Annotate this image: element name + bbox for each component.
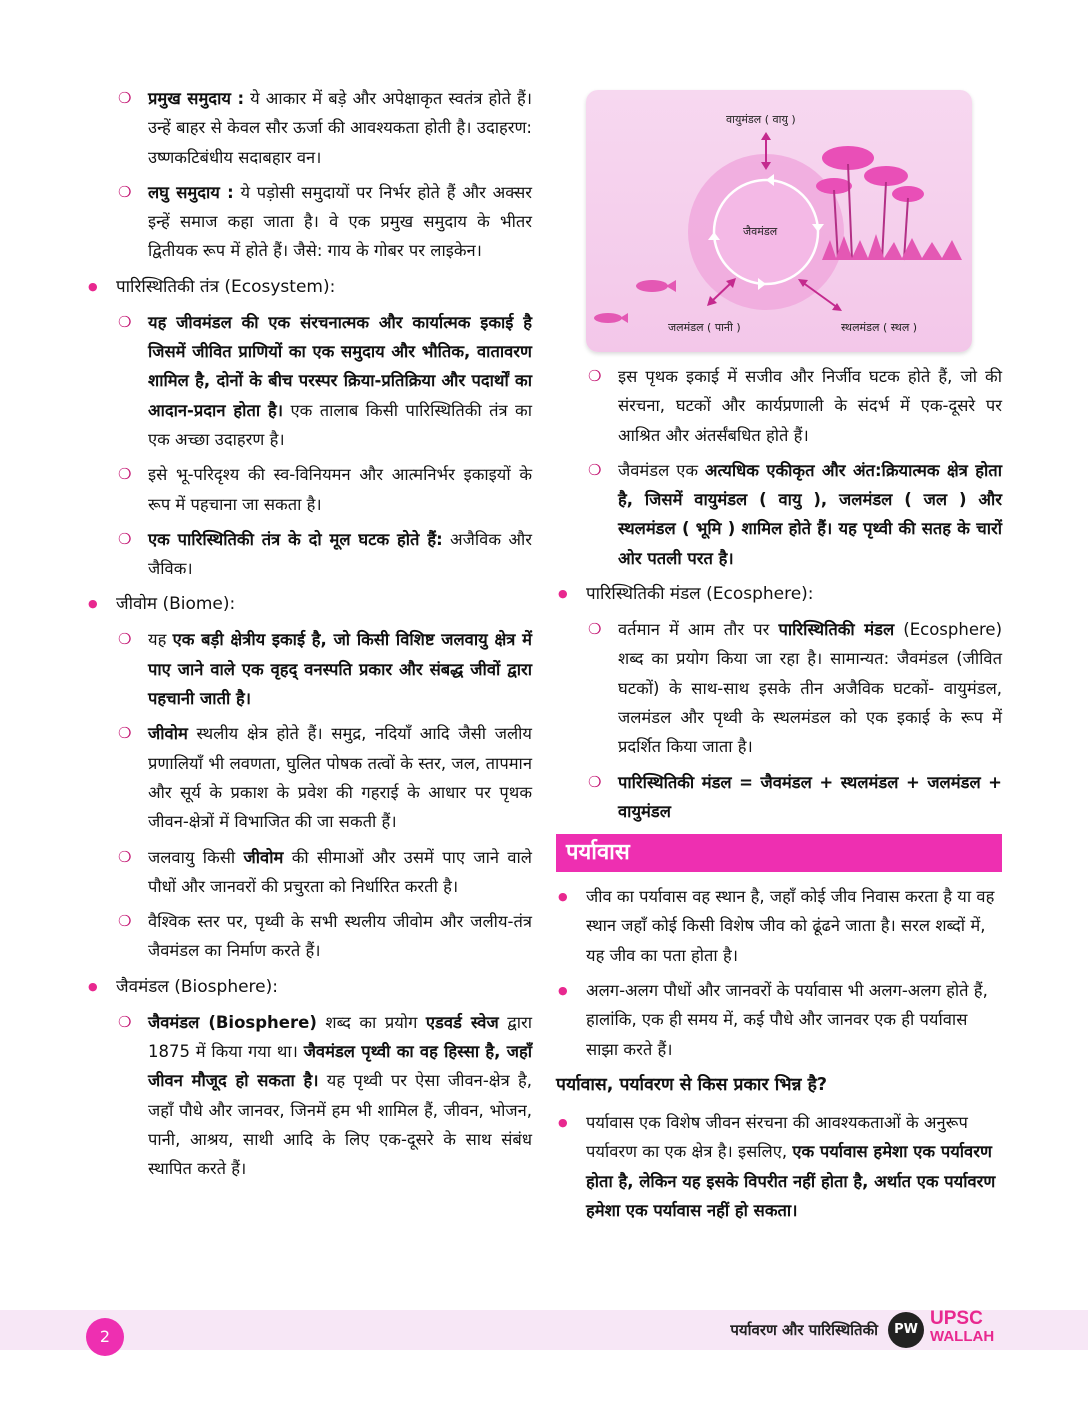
biome-heading: ● जीवोम (Biome): bbox=[86, 589, 532, 619]
biosphere-item: ❍ इस पृथक इकाई में सजीव और निर्जीव घटक होते हैं, जो की संरचना, घटकों और कार्यप्रणाली के संदर्भ में एक-दूसरे पर आश्रित और अंतर्संबधित होते हैं। bbox=[556, 362, 1002, 450]
text: शब्द का प्रयोग bbox=[316, 1012, 426, 1032]
term: एक बड़ी क्षेत्रीय इकाई है, जो किसी विशिष्ट जलवायु क्षेत्र में पाए जाने वाले एक वृहद् वनस्पति प्रकार और संबद्ध जीवों द्वारा पहचानी जाती है। bbox=[148, 630, 532, 709]
text: पर्यावास एक विशेष जीवन संरचना की आवश्यकताओं के अनुरूप पर्यावरण का एक क्षेत्र है। इसलिए, bbox=[586, 1112, 968, 1162]
ecosphere-heading: ● पारिस्थितिकी मंडल (Ecosphere): bbox=[556, 579, 1002, 609]
biosphere-item bbox=[86, 1008, 532, 1184]
habitat-question: पर्यावास, पर्यावरण से किस प्रकार भिन्न है? bbox=[556, 1074, 828, 1095]
term: अत्यधिक एकीकृत और अंत:क्रियात्मक क्षेत्र होता है, जिसमें वायुमंडल ( वायु ), जलमंडल ( जल ) और स्थलमंडल ( भूमि ) शामिल होते हैं। यह पृथ्वी की सतह के चारों ओर पतली परत है। bbox=[618, 460, 1002, 568]
brand-line2: WALLAH bbox=[930, 1328, 995, 1345]
term: लघु समुदाय : bbox=[148, 182, 234, 202]
term: पारिस्थितिकी मंडल bbox=[778, 620, 895, 640]
term: एक पर्यावास हमेशा एक पर्यावरण होता है, लेकिन यह इसके विपरीत नहीं होता है, अर्थात एक पर्यावरण हमेशा एक पर्यावास नहीं हो सकता। bbox=[586, 1142, 996, 1220]
ecosystem-item bbox=[86, 525, 532, 584]
biome-item bbox=[86, 843, 532, 902]
minor-community-item bbox=[86, 178, 532, 266]
term: प्रमुख समुदाय : bbox=[148, 89, 245, 108]
ecosphere-formula bbox=[556, 768, 1002, 827]
brand-logo bbox=[930, 1310, 994, 1346]
diagram-illustration bbox=[586, 90, 972, 352]
text: जैवमंडल एक bbox=[618, 460, 705, 480]
text: यह bbox=[148, 630, 173, 650]
label-atmosphere: वायुमंडल ( वायु ) bbox=[726, 113, 796, 126]
text: ये पड़ोसी समुदायों पर निर्भर होते हैं और अक्सर इन्हें समाज कहा जाता है। वे एक प्रमुख समुदाय के भीतर द्वितीयक रूप में होते हैं। जैसे: गाय के गोबर पर लाइकेन। bbox=[148, 182, 532, 261]
term: जीवोम bbox=[243, 847, 284, 867]
brand-line1: UPSC bbox=[930, 1308, 983, 1329]
text: एक तालाब किसी पारिस्थितिकी तंत्र का एक अच्छा उदाहरण है। bbox=[148, 400, 532, 449]
ecosystem-heading: ● पारिस्थितिकी तंत्र (Ecosystem): bbox=[86, 272, 532, 302]
text: द्वारा 1875 में किया गया था। bbox=[148, 1012, 533, 1062]
page-number: 2 bbox=[86, 1318, 124, 1356]
text: ये आकार में बड़े और अपेक्षाकृत स्वतंत्र होते हैं। उन्हें बाहर से केवल सौर ऊर्जा की आवश्यकता होती है। उदाहरण: उष्णकटिबंधीय सदाबहार वन। bbox=[148, 89, 533, 167]
habitat-item: ● अलग-अलग पौधों और जानवरों के पर्यावास भी अलग-अलग होते हैं, हालांकि, एक ही समय में, कई पौधे और जानवर एक ही पर्यावास साझा करते हैं। bbox=[556, 976, 1002, 1064]
label-hydrosphere: जलमंडल ( पानी ) bbox=[668, 321, 741, 334]
footer-title: पर्यावरण और पारिस्थितिकी bbox=[730, 1321, 878, 1339]
biome-item bbox=[86, 719, 532, 836]
text: जलवायु किसी bbox=[148, 847, 244, 867]
text: अजैविक और जैविक। bbox=[148, 529, 533, 579]
habitat-item: ● जीव का पर्यावास वह स्थान है, जहाँ कोई जीव निवास करता है या वह स्थान जहाँ कोई किसी विशेष जीव को ढूंढने जाता है। सरल शब्दों में, यह जीव का पता होता है। bbox=[556, 882, 1002, 970]
pw-logo-icon: PW bbox=[888, 1312, 924, 1348]
ecosphere-item bbox=[556, 615, 1002, 761]
left-column bbox=[86, 84, 532, 1190]
major-community-item bbox=[86, 84, 532, 172]
term: जैवमंडल पृथ्वी का वह हिस्सा है, जहाँ जीवन मौजूद हो सकता है। bbox=[148, 1042, 532, 1091]
habitat-item bbox=[556, 1108, 1002, 1225]
term: एडवर्ड स्वेज bbox=[425, 1012, 499, 1032]
text: (Ecosphere) शब्द का प्रयोग किया जा रहा है। सामान्यत: जैवमंडल (जीवित घटकों) के साथ-साथ इसके तीन अजैविक घटकों- वायुमंडल, जलमंडल और पृथ्वी के स्थलमंडल को एक इकाई के रूप में प्रदर्शित किया जाता है। bbox=[618, 620, 1003, 757]
term: जैवमंडल (Biosphere) bbox=[148, 1012, 317, 1032]
label-biosphere: जैवमंडल bbox=[743, 225, 778, 238]
text: यह पृथ्वी पर ऐसा जीवन-क्षेत्र है, जहाँ पौधे और जानवर, जिनमें हम भी शामिल हैं, जीवन, भोजन, पानी, आश्रय, साथी आदि के लिए एक-दूसरे के साथ संबंध स्थापित करते हैं। bbox=[148, 1071, 532, 1179]
label-lithosphere: स्थलमंडल ( स्थल ) bbox=[841, 321, 918, 334]
ecosystem-item bbox=[86, 308, 532, 454]
formula: पारिस्थितिकी मंडल = जैवमंडल + स्थलमंडल + जलमंडल + वायुमंडल bbox=[618, 772, 1002, 821]
term: एक पारिस्थितिकी तंत्र के दो मूल घटक होते हैं: bbox=[148, 529, 443, 549]
habitat-banner: पर्यावास bbox=[556, 834, 1002, 872]
biome-item: ❍ वैश्विक स्तर पर, पृथ्वी के सभी स्थलीय जीवोम और जलीय-तंत्र जैवमंडल का निर्माण करते हैं। bbox=[86, 907, 532, 966]
text: स्थलीय क्षेत्र होते हैं। समुद्र, नदियाँ आदि जैसी जलीय प्रणालियाँ भी लवणता, घुलित पोषक तत्वों के स्तर, जल, तापमान और सूर्य के प्रकाश के प्रवेश की गहराई के आधार पर पृथक जीवन-क्षेत्रों में विभाजित की जा सकती हैं। bbox=[148, 724, 532, 832]
biosphere-diagram bbox=[586, 90, 972, 352]
text: की सीमाओं और उसमें पाए जाने वाले पौधों और जानवरों की प्रचुरता को निर्धारित करती है। bbox=[148, 847, 532, 896]
biosphere-heading: ● जैवमंडल (Biosphere): bbox=[86, 972, 532, 1002]
term: जीवोम bbox=[148, 724, 188, 744]
term: यह जीवमंडल की एक संरचनात्मक और कार्यात्मक इकाई है जिसमें जीवित प्राणियों का एक समुदाय और भौतिक, वातावरण शामिल है, दोनों के बीच परस्पर क्रिया-प्रतिक्रिया और पदार्थों का आदान-प्रदान होता है। bbox=[148, 312, 532, 420]
text: वर्तमान में आम तौर पर bbox=[618, 620, 779, 640]
footer-bar bbox=[0, 1310, 1088, 1350]
biome-item bbox=[86, 625, 532, 713]
right-column bbox=[556, 84, 1002, 1231]
ecosystem-item: ❍ इसे भू-परिदृश्य की स्व-विनियमन और आत्मनिर्भर इकाइयों के रूप में पहचाना जा सकता है। bbox=[86, 460, 532, 519]
biosphere-item bbox=[556, 456, 1002, 573]
